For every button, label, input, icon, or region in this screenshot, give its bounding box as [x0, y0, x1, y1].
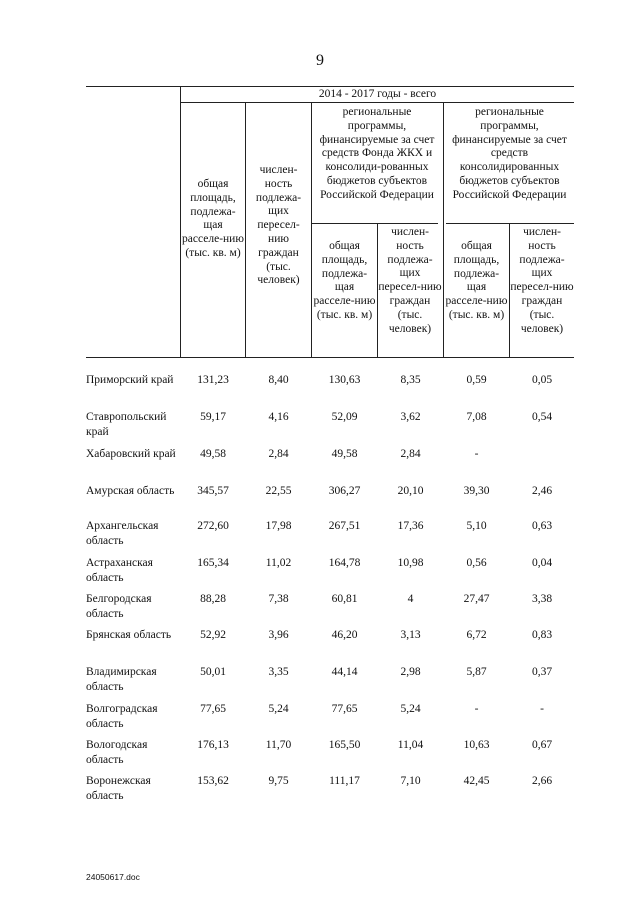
cell-total-area: 131,23	[197, 374, 229, 386]
cell-total-people: 3,96	[268, 629, 289, 641]
header-budget-area: общая площадь, подлежа-щая расселе-нию (тыс. кв. м)	[445, 240, 508, 321]
footer-filename: 24050617.doc	[86, 872, 140, 882]
cell-budget-area: 39,30	[463, 485, 490, 497]
cell-total-people: 9,75	[268, 775, 289, 787]
cell-budget-area: 6,72	[466, 629, 487, 641]
cell-fund-area: 267,51	[328, 520, 361, 532]
header-total-people: числен-ность подлежа-щих пересел-нию граждан (тыс. человек)	[255, 164, 302, 287]
vrule-2	[245, 103, 246, 357]
cell-total-area: 153,62	[197, 775, 229, 787]
cell-budget-area: 5,87	[466, 666, 487, 678]
cell-fund-area: 46,20	[331, 629, 358, 641]
cell-fund-people: 8,35	[400, 374, 421, 386]
vrule-3	[311, 103, 312, 357]
row-name: Белгородская область	[86, 593, 152, 620]
cell-total-area: 77,65	[200, 703, 226, 715]
page-number: 9	[316, 52, 324, 69]
header-budget-people: числен-ность подлежа-щих пересел-нию граждан (тыс. человек)	[510, 226, 574, 335]
group-title-rule	[181, 102, 574, 103]
cell-budget-people: 0,63	[531, 520, 553, 532]
cell-fund-people: 10,98	[397, 557, 424, 569]
cell-budget-people: 0,37	[531, 666, 553, 678]
cell-budget-area: 0,59	[466, 374, 487, 386]
row-name: Воронежская область	[86, 775, 151, 802]
cell-budget-area: 27,47	[463, 593, 490, 605]
cell-fund-people: 20,10	[397, 485, 424, 497]
cell-budget-area: -	[474, 703, 479, 715]
header-total-area: общая площадь, подлежа-щая расселе-нию (тыс. кв. м)	[182, 178, 244, 259]
cell-total-area: 272,60	[197, 520, 229, 532]
row-name: Приморский край	[86, 374, 174, 386]
header-group-fund: региональные программы, финансируемые за счет средств Фонда ЖКХ и консолиди-рованных бюджетов субъектов Российской Федерации	[319, 106, 435, 201]
cell-fund-area: 60,81	[331, 593, 358, 605]
row-name: Ставропольский край	[86, 411, 167, 438]
cell-fund-people: 3,62	[400, 411, 421, 423]
cell-budget-people: 0,67	[531, 739, 553, 751]
cell-fund-area: 165,50	[328, 739, 361, 751]
cell-budget-people: -	[540, 703, 544, 715]
cell-budget-area: 5,10	[466, 520, 487, 532]
cell-budget-people: 0,83	[531, 629, 553, 641]
cell-budget-area: 0,56	[466, 557, 487, 569]
cell-fund-people: 5,24	[400, 703, 421, 715]
row-name: Хабаровский край	[86, 448, 176, 460]
cell-total-people: 11,02	[265, 557, 292, 569]
cell-total-people: 4,16	[268, 411, 289, 423]
cell-total-people: 3,35	[268, 666, 289, 678]
cell-fund-people: 3,13	[400, 629, 421, 641]
cell-total-area: 49,58	[200, 448, 226, 460]
cell-total-area: 88,28	[200, 593, 226, 605]
cell-fund-people: 2,98	[400, 666, 421, 678]
cell-total-area: 52,92	[200, 629, 226, 641]
row-name: Архангельская область	[86, 520, 159, 547]
vrule-1	[180, 87, 181, 357]
header-fund-people: числен-ность подлежа-щих пересел-нию граждан (тыс. человек)	[378, 226, 442, 335]
header-group-budget: региональные программы, финансируемые за счет средств консолидированных бюджетов субъектов Российской Федерации	[452, 106, 567, 201]
row-name: Вологодская область	[86, 739, 148, 766]
cell-fund-area: 49,58	[331, 448, 358, 460]
cell-budget-people: 0,54	[531, 411, 553, 423]
cell-fund-area: 77,65	[331, 703, 358, 715]
subgroup-rule-left	[311, 223, 438, 224]
cell-budget-people: 2,46	[531, 485, 553, 497]
cell-total-people: 2,84	[268, 448, 289, 460]
header-bottom-rule	[86, 357, 574, 358]
cell-fund-area: 306,27	[328, 485, 361, 497]
cell-total-area: 345,57	[197, 485, 229, 497]
cell-total-people: 11,70	[265, 739, 292, 751]
cell-fund-area: 164,78	[328, 557, 361, 569]
cell-fund-people: 7,10	[400, 775, 421, 787]
cell-total-people: 17,98	[265, 520, 292, 532]
row-name: Амурская область	[86, 485, 175, 497]
vrule-5	[443, 103, 444, 357]
cell-budget-people: 0,04	[531, 557, 553, 569]
cell-fund-area: 130,63	[328, 374, 361, 386]
cell-total-people: 8,40	[268, 374, 289, 386]
cell-fund-people: 4	[407, 593, 414, 605]
cell-total-people: 7,38	[268, 593, 289, 605]
cell-budget-area: 10,63	[463, 739, 490, 751]
cell-fund-people: 2,84	[400, 448, 421, 460]
cell-budget-people: 0,05	[531, 374, 553, 386]
cell-budget-area: -	[474, 448, 479, 460]
cell-fund-area: 44,14	[331, 666, 358, 678]
header-group-title: 2014 - 2017 годы - всего	[318, 88, 437, 100]
row-name: Брянская область	[86, 629, 172, 641]
cell-fund-people: 17,36	[397, 520, 424, 532]
cell-fund-area: 111,17	[329, 775, 360, 787]
cell-budget-area: 42,45	[463, 775, 490, 787]
cell-budget-people: 3,38	[531, 593, 553, 605]
row-name: Волгоградская область	[86, 703, 158, 730]
cell-total-area: 50,01	[200, 666, 226, 678]
cell-total-area: 59,17	[200, 411, 226, 423]
cell-total-area: 165,34	[197, 557, 229, 569]
row-name: Владимирская область	[86, 666, 157, 693]
cell-total-area: 176,13	[197, 739, 229, 751]
cell-fund-people: 11,04	[397, 739, 424, 751]
cell-budget-area: 7,08	[466, 411, 487, 423]
cell-fund-area: 52,09	[331, 411, 358, 423]
table-top-rule	[86, 86, 574, 87]
cell-budget-people: 2,66	[531, 775, 553, 787]
subgroup-rule-right	[446, 223, 574, 224]
header-fund-area: общая площадь, подлежа-щая расселе-нию (тыс. кв. м)	[313, 240, 376, 321]
cell-total-people: 22,55	[265, 485, 292, 497]
cell-total-people: 5,24	[268, 703, 289, 715]
row-name: Астраханская область	[86, 557, 153, 584]
